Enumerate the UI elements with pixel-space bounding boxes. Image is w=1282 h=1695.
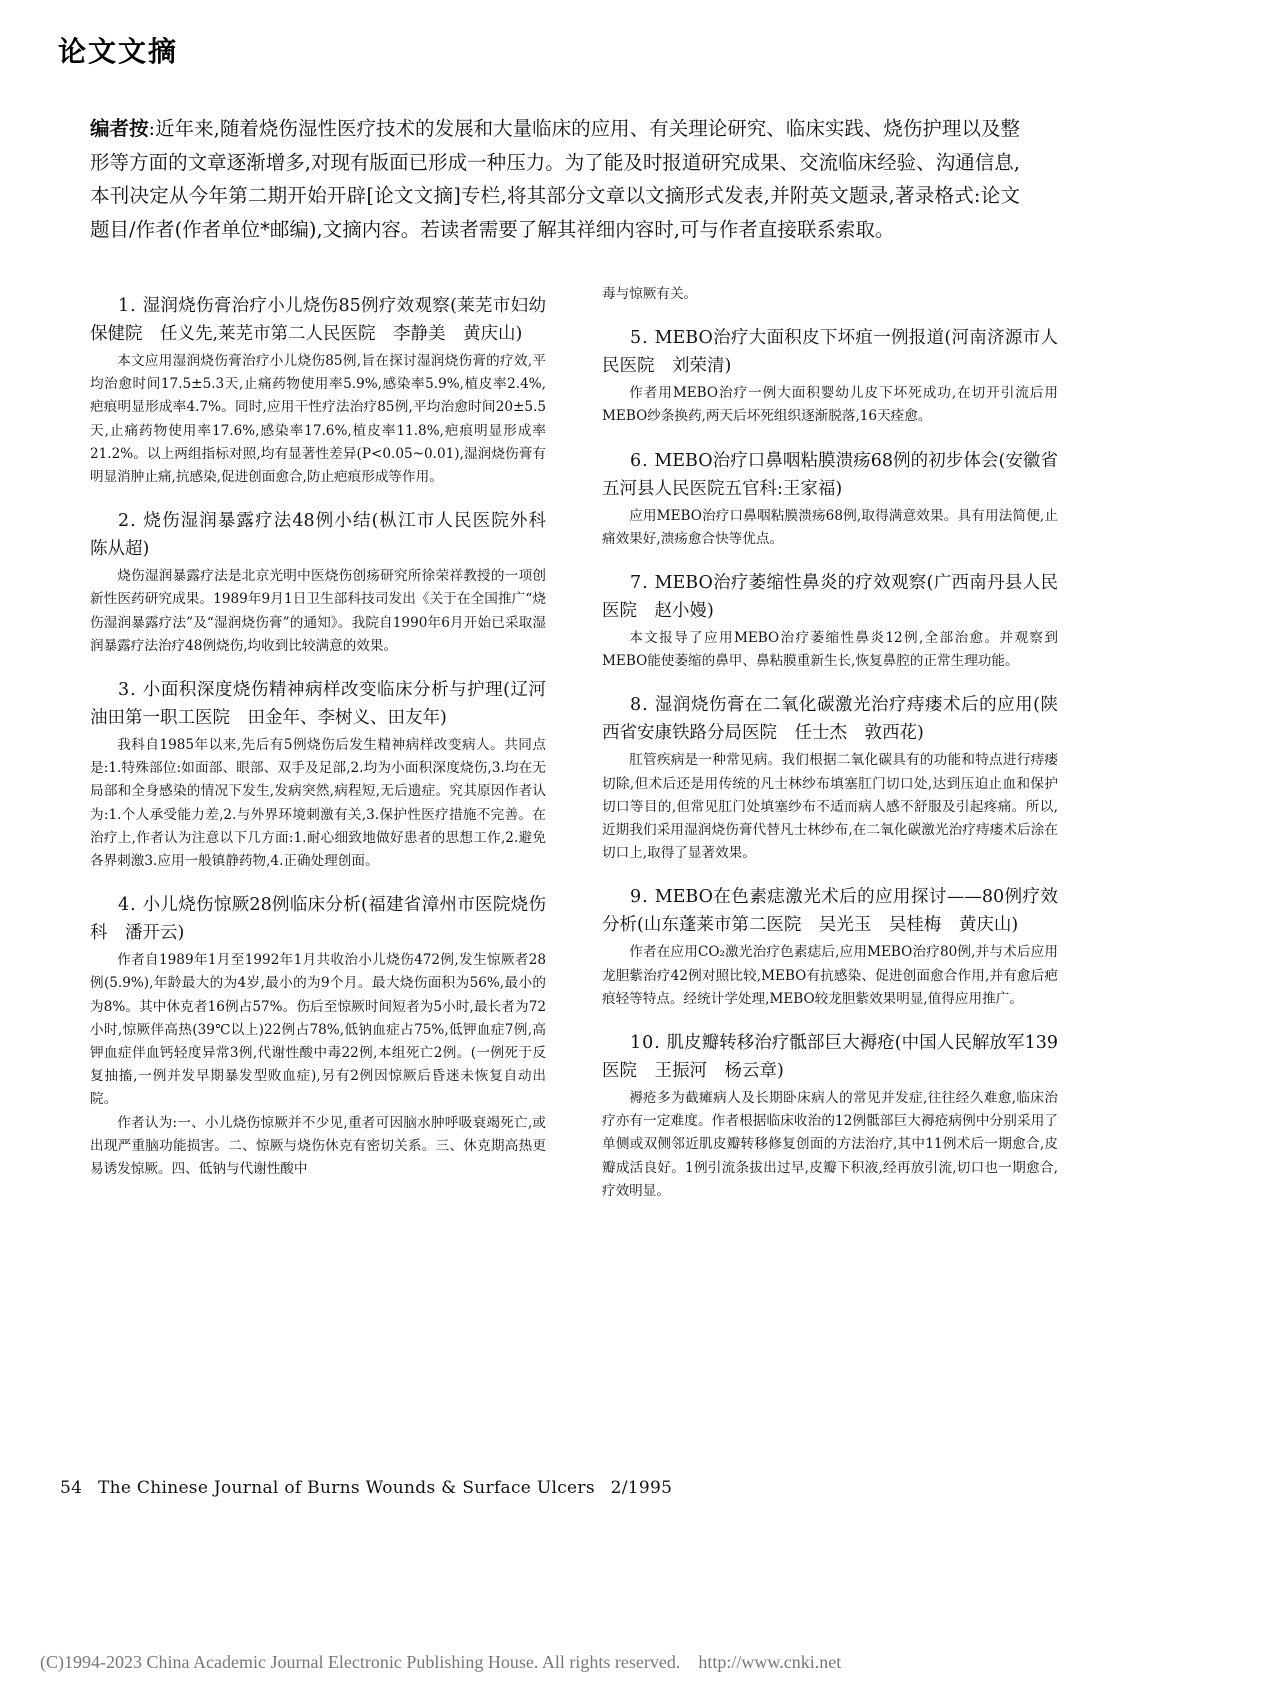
left-column	[90, 292, 564, 1199]
article-title	[90, 507, 564, 563]
article-4	[90, 891, 546, 1181]
article-abstract: 作者自1989年1月至1992年1月共收治小儿烧伤472例,发生惊厥者28例(5.9%),年龄最大的为4岁,最小的为9个月。最大烧伤面积为56%,最小的为8%。其中休克者16例占57%。伤后至惊厥时间短者为5小时,最长者为72小时,惊厥伴高热(39℃以上)22例占78%,低钠血症占75%,低钾血症7例,高钾血症伴血钙轻度异常3例,代谢性酸中毒22例,本组死亡2例。(一例死于反复抽搐,一例并发早期暴发型败血症),另有2例因惊厥后昏迷未恢复自动出院。	[90, 952, 546, 1108]
article-number: 6.	[630, 450, 649, 471]
article-abstract: 本文报导了应用MEBO治疗萎缩性鼻炎12例,全部治愈。并观察到MEBO能使萎缩的鼻甲、鼻粘膜重新生长,恢复鼻腔的正常生理功能。	[602, 630, 1058, 670]
article-abstract: 我科自1985年以来,先后有5例烧伤后发生精神病样改变病人。共同点是:1.特殊部位:如面部、眼部、双手及足部,2.均为小面积深度烧伤,3.均在无局部和全身感染的情况下发生,发病突然,病程短,无后遗症。究其原因作者认为:1.个人承受能力差,2.与外界环境刺激有关,3.保护性医疗措施不完善。在治疗上,作者认为注意以下几方面:1.耐心细致地做好患者的思想工作,2.避免各界刺激3.应用一般镇静药物,4.正确处理创面。	[90, 737, 546, 870]
editor-note	[90, 112, 1020, 246]
article-5	[602, 324, 1058, 428]
article-title-text: 小儿烧伤惊厥28例临床分析(福建省漳州市医院烧伤科 潘开云)	[90, 895, 546, 944]
article-number: 9.	[630, 887, 649, 908]
editor-note-label: 编者按	[90, 117, 149, 140]
article-number: 7.	[630, 573, 649, 594]
article-title	[90, 891, 546, 947]
page-number: 54	[60, 1478, 83, 1498]
article-number: 5.	[630, 328, 649, 349]
article-title	[602, 569, 1058, 625]
journal-issue: 2/1995	[610, 1478, 673, 1498]
article-number: 2.	[118, 511, 137, 532]
editor-note-text: :近年来,随着烧伤湿性医疗技术的发展和大量临床的应用、有关理论研究、临床实践、烧伤护理以及整形等方面的文章逐渐增多,对现有版面已形成一种压力。为了能及时报道研究成果、交流临床经验、沟通信息,本刊决定从今年第二期开始开辟[论文文摘]专栏,将其部分文章以文摘形式发表,并附英文题录,著录格式:论文题目/作者(作者单位*邮编),文摘内容。若读者需要了解其祥细内容时,可与作者直接联系索取。	[90, 117, 1020, 241]
article-2	[90, 507, 564, 658]
article-title-text: MEBO治疗萎缩性鼻炎的疗效观察(广西南丹县人民医院 赵小嫚)	[602, 573, 1058, 622]
article-number: 4.	[118, 895, 137, 916]
article-1	[90, 292, 546, 489]
article-number: 10.	[630, 1033, 661, 1054]
article-10	[602, 1029, 1058, 1203]
article-title-text: 烧伤湿润暴露疗法48例小结(枞江市人民医院外科 陈从超)	[90, 511, 564, 560]
article-abstract: 褥疮多为截瘫病人及长期卧床病人的常见并发症,往往经久难愈,临床治疗亦有一定难度。作者根据临床收治的12例骶部巨大褥疮病例中分别采用了单侧或双侧邻近肌皮瓣转移修复创面的方法治疗,其中11例术后一期愈合,皮瓣成活良好。1例引流条拔出过早,皮瓣下积液,经再放引流,切口也一期愈合,疗效明显。	[602, 1090, 1058, 1199]
article-6	[602, 447, 1058, 551]
article-abstract: 应用MEBO治疗口鼻咽粘膜溃疡68例,取得满意效果。具有用法简便,止痛效果好,溃疡愈合快等优点。	[602, 507, 1058, 547]
article-number: 8.	[630, 695, 649, 716]
article-title-text: 湿润烧伤膏治疗小儿烧伤85例疗效观察(莱芜市妇幼保健院 任义先,莱芜市第二人民医院 李静美 黄庆山)	[90, 296, 546, 344]
article-title	[90, 292, 546, 348]
article-8	[602, 691, 1058, 865]
article-title-text: MEBO在色素痣激光术后的应用探讨——80例疗效分析(山东蓬莱市第二医院 吴光玉 吴桂梅 黄庆山)	[602, 887, 1058, 936]
article-abstract-continued: 作者认为:一、小儿烧伤惊厥并不少见,重者可因脑水肿呼吸衰竭死亡,或出现严重脑功能损害。二、惊厥与烧伤休克有密切关系。三、休克期高热更易诱发惊厥。四、低钠与代谢性酸中	[90, 1114, 546, 1178]
copyright-notice: (C)1994-2023 China Academic Journal Electronic Publishing House. All rights reserved. http://www.cnki.net	[40, 1652, 842, 1672]
article-title-text: 肌皮瓣转移治疗骶部巨大褥疮(中国人民解放军139医院 王振河 杨云章)	[602, 1033, 1058, 1082]
article-abstract: 肛管疾病是一种常见病。我们根据二氧化碳具有的功能和特点进行痔瘘切除,但术后还是用传统的凡士林纱布填塞肛门切口处,达到压迫止血和保护切口等目的,但常见肛门处填塞纱布不适而病人感不舒服及引起疼痛。所以,近期我们采用湿润烧伤膏代替凡士林纱布,在二氧化碳激光治疗痔瘘术后涂在切口上,取得了显著效果。	[602, 752, 1058, 862]
article-title-text: MEBO治疗大面积皮下坏疽一例报道(河南济源市人民医院 刘荣清)	[602, 328, 1058, 377]
right-column	[602, 283, 1058, 1221]
article-abstract: 本文应用湿润烧伤膏治疗小儿烧伤85例,旨在探讨湿润烧伤膏的疗效,平均治愈时间17.5±5.3天,止痛药物使用率5.9%,感染率5.9%,植皮率2.4%,疤痕明显形成率4.7%。同时,应用干性疗法治疗85例,平均治愈时间20±5.5天,止痛药物使用率17.6%,感染率17.6%,植皮率11.8%,疤痕明显形成率21.2%。以上两组指标对照,均有显著性差异(P<0.05~0.01),湿润烧伤膏有明显消肿止痛,抗感染,促进创面愈合,防止疤痕形成等作用。	[90, 353, 546, 486]
article-abstract: 作者用MEBO治疗一例大面积婴幼儿皮下坏死成功,在切开引流后用MEBO纱条换药,两天后坏死组织逐渐脱落,16天痊愈。	[602, 385, 1058, 425]
article-abstract: 作者在应用CO₂激光治疗色素痣后,应用MEBO治疗80例,并与术后应用龙胆紫治疗42例对照比较,MEBO有抗感染、促进创面愈合作用,并有愈后疤痕轻等特点。经统计学处理,MEBO较龙胆紫效果明显,值得应用推广。	[602, 944, 1058, 1007]
article-title	[602, 1029, 1058, 1085]
article-number: 1.	[118, 296, 137, 316]
page-footer	[60, 1478, 682, 1498]
continued-text: 毒与惊厥有关。	[602, 286, 698, 302]
article-title	[602, 324, 1058, 380]
article-3	[90, 676, 546, 873]
article-7	[602, 569, 1058, 673]
article-title-text: 湿润烧伤膏在二氧化碳激光治疗痔瘘术后的应用(陕西省安康铁路分局医院 任士杰 敦西花)	[602, 695, 1058, 744]
article-title-text: MEBO治疗口鼻咽粘膜溃疡68例的初步体会(安徽省五河县人民医院五官科:王家福)	[602, 450, 1058, 499]
article-title	[602, 691, 1058, 747]
article-number: 3.	[118, 680, 137, 701]
article-abstract: 烧伤湿润暴露疗法是北京光明中医烧伤创疡研究所徐荣祥教授的一项创新性医药研究成果。1989年9月1日卫生部科技司发出《关于在全国推广“烧伤湿润暴露疗法”及“湿润烧伤膏”的通知》。我院自1990年6月开始已采取湿润暴露疗法治疗48例烧伤,均收到比较满意的效果。	[90, 568, 546, 654]
page-title: 论文文摘	[58, 35, 179, 68]
article-title-text: 小面积深度烧伤精神病样改变临床分析与护理(辽河油田第一职工医院 田金年、李树义、田友年)	[90, 680, 546, 729]
journal-name: The Chinese Journal of Burns Wounds & Surface Ulcers	[97, 1478, 595, 1498]
article-9	[602, 883, 1058, 1011]
article-title	[602, 883, 1058, 939]
article-title	[602, 447, 1058, 503]
article-title	[90, 676, 546, 732]
